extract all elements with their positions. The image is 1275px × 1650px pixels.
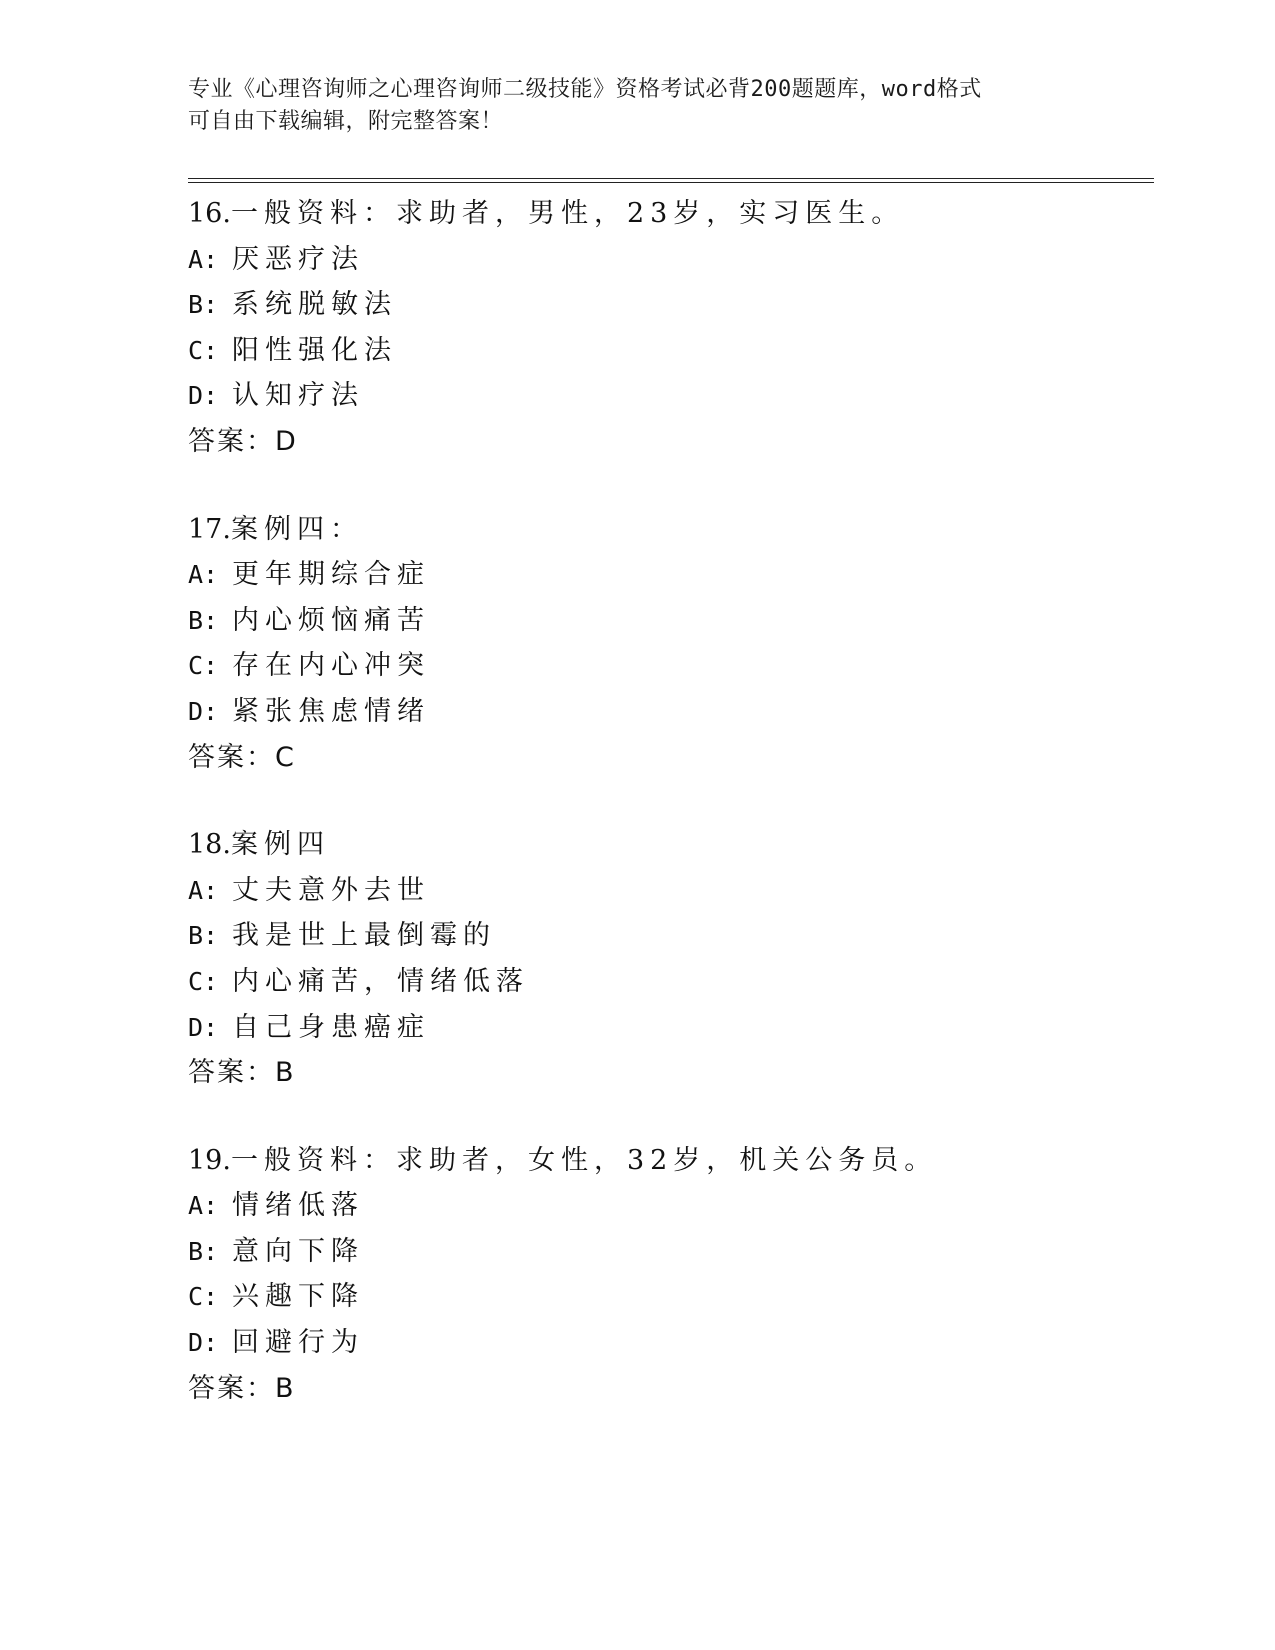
question-text: 一般资料：求助者，女性，32岁，机关公务员。 [230, 1144, 938, 1176]
question-19 [188, 1138, 1148, 1412]
header-line-2: 可自由下载编辑，附完整答案！ [188, 109, 504, 134]
question-text: 一般资料：求助者，男性，23岁，实习医生。 [230, 198, 905, 229]
option-letter: C: [188, 1282, 219, 1312]
answer-line [188, 735, 1148, 781]
option-letter: D: [188, 1012, 219, 1042]
option-letter: D: [188, 696, 219, 726]
answer-value: C [275, 741, 294, 773]
option-letter: C: [188, 966, 219, 996]
question-number: 18. [188, 829, 231, 861]
option-text: 紧张焦虑情绪 [232, 695, 430, 727]
option-letter: D: [188, 381, 219, 411]
header-divider [188, 178, 1154, 183]
option-text: 回避行为 [232, 1327, 364, 1359]
document-header [188, 74, 1088, 138]
option-text: 认知疗法 [232, 380, 364, 412]
option-letter: D: [188, 1328, 219, 1358]
option-b [188, 913, 1148, 959]
question-18 [188, 822, 1148, 1096]
question-stem [188, 507, 1148, 553]
option-text: 我是世上最倒霉的 [232, 920, 496, 952]
option-text: 丈夫意外去世 [232, 874, 430, 906]
option-text: 阳性强化法 [232, 334, 397, 366]
option-letter: B: [188, 605, 219, 635]
option-letter: A: [188, 875, 219, 905]
answer-label: 答案： [188, 1057, 275, 1089]
option-a [188, 237, 1148, 283]
answer-line [188, 1050, 1148, 1096]
question-17 [188, 507, 1148, 781]
option-letter: A: [188, 560, 219, 590]
option-b [188, 1229, 1148, 1275]
answer-line [188, 419, 1148, 465]
option-letter: B: [188, 290, 219, 320]
option-text: 系统脱敏法 [232, 289, 397, 321]
header-line-1: 专业《心理咨询师之心理咨询师二级技能》资格考试必背200题题库，word格式 [188, 77, 982, 102]
question-stem [188, 1138, 1148, 1184]
answer-value: B [275, 1372, 294, 1404]
option-letter: A: [188, 1191, 219, 1221]
option-letter: C: [188, 335, 219, 365]
answer-value: B [275, 1057, 294, 1089]
option-d [188, 1005, 1148, 1051]
answer-line [188, 1366, 1148, 1412]
option-c [188, 328, 1148, 374]
option-letter: C: [188, 651, 219, 681]
answer-label: 答案： [188, 425, 275, 457]
option-letter: B: [188, 1236, 219, 1266]
option-d [188, 689, 1148, 735]
option-text: 存在内心冲突 [232, 650, 430, 682]
option-text: 厌恶疗法 [232, 243, 364, 275]
question-text: 案例四： [230, 513, 363, 545]
option-text: 内心烦恼痛苦 [232, 604, 430, 636]
option-text: 意向下降 [232, 1235, 364, 1267]
question-list [188, 191, 1148, 1453]
answer-label: 答案： [188, 741, 275, 773]
option-a [188, 552, 1148, 598]
option-a [188, 1183, 1148, 1229]
option-c [188, 643, 1148, 689]
option-text: 自己身患癌症 [232, 1011, 430, 1043]
option-text: 兴趣下降 [232, 1281, 364, 1313]
question-16 [188, 191, 1148, 465]
answer-label: 答案： [188, 1372, 275, 1404]
option-d [188, 373, 1148, 419]
option-text: 内心痛苦，情绪低落 [232, 965, 529, 997]
answer-value: D [275, 425, 296, 457]
option-letter: A: [188, 244, 219, 274]
option-d [188, 1320, 1148, 1366]
question-stem [188, 191, 1148, 237]
option-c [188, 959, 1148, 1005]
option-b [188, 282, 1148, 328]
option-c [188, 1274, 1148, 1320]
option-text: 更年期综合症 [232, 559, 430, 591]
question-text: 案例四 [230, 829, 330, 861]
option-letter: B: [188, 921, 219, 951]
question-stem [188, 822, 1148, 868]
question-number: 17. [188, 513, 231, 545]
option-b [188, 598, 1148, 644]
option-text: 情绪低落 [232, 1190, 364, 1222]
question-number: 19. [188, 1144, 231, 1176]
option-a [188, 868, 1148, 914]
question-number: 16. [188, 198, 231, 229]
